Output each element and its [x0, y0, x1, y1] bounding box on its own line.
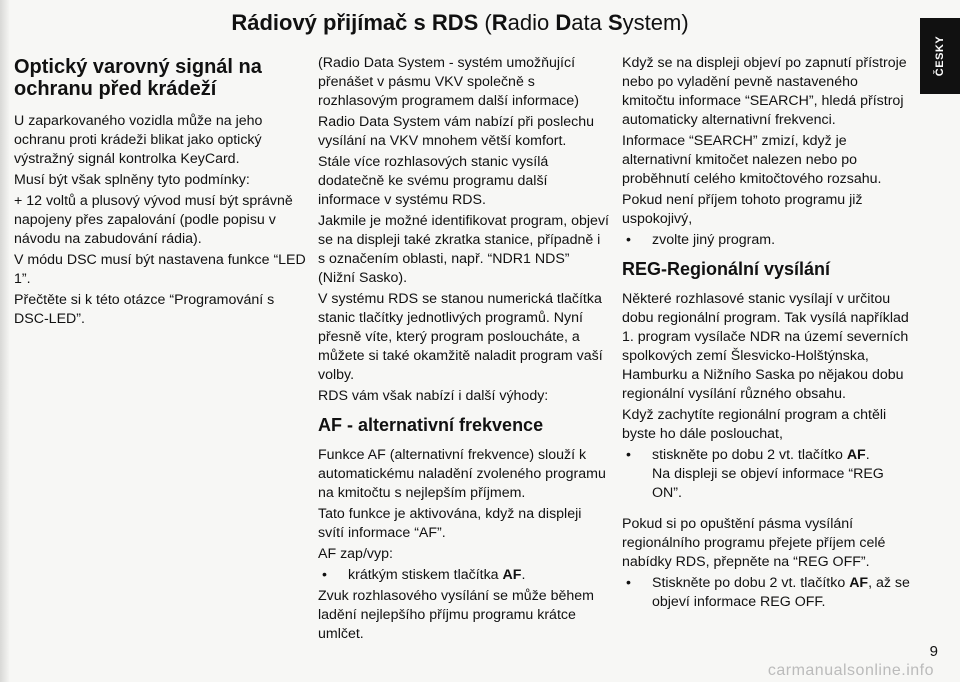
rds-paragraph: Jakmile je možné identifikovat program, objeví se na displeji také zkratka stanice, případně i s označením oblasti, např. “NDR1 NDS” (Nižní Sasko). — [318, 213, 609, 286]
page-edge-shadow — [0, 0, 10, 682]
af-paragraph: Funkce AF (alternativní frekvence) slouží k automatickému naladění zvoleného programu na kmitočtu s nejlepším příjmem. — [318, 447, 606, 501]
af-bullet-text: krátkým stiskem tlačítka AF. — [348, 567, 526, 583]
bullet-dot: • — [322, 567, 327, 583]
af-paragraph: Tato funkce je aktivována, když na displeji svítí informace “AF”. — [318, 506, 582, 541]
reg-on-bullet — [622, 446, 914, 503]
reg-paragraph: Některé rozhlasové stanic vysílají v určitou dobu regionální program. Tak vysílá například 1. program vysílače NDR na území severních spolkových zemí Šlesvicko-Holštýnska, Hamburku a Nižního Saska po nějakou dobu regionální vysílání různého obsahu. — [622, 291, 909, 402]
antitheft-paragraph: V módu DSC musí být nastavena funkce “LED 1”. — [14, 252, 306, 287]
column-antitheft — [14, 54, 308, 331]
bullet-dot: • — [626, 447, 631, 463]
search-paragraph: Když se na displeji objeví po zapnutí přístroje nebo po vyladění pevně nastaveného kmitočtu informace “SEARCH”, hledá přístroj automaticky alternativní frekvenci. — [622, 55, 907, 128]
page-title — [0, 10, 920, 36]
antitheft-paragraph: + 12 voltů a plusový vývod musí být správně napojeny přes zapalování (podle popisu v návodu na zabudování rádia). — [14, 193, 293, 247]
antitheft-paragraph: Musí být však splněny tyto podmínky: — [14, 172, 250, 188]
af-bullet — [318, 566, 610, 585]
column-search-reg — [622, 54, 914, 614]
reg-off-bullet-text: Stiskněte po dobu 2 vt. tlačítko AF, až se objeví informace REG OFF. — [652, 575, 910, 610]
title-letter-d: D — [555, 10, 572, 35]
reg-paragraph: Když zachytíte regionální program a chtěli byste ho dále poslouchat, — [622, 407, 887, 442]
antitheft-heading: Optický varovný signál na ochranu před krádeží — [14, 56, 262, 100]
title-letter-r: R — [491, 10, 508, 35]
rds-paragraph: V systému RDS se stanou numerická tlačítka stanic tlačítky jednotlivých programů. Nyní přesně víte, který program posloucháte, a můžete si také okamžitě naladit program vaší volby. — [318, 291, 603, 383]
title-word-ata: ata — [571, 10, 608, 35]
rds-paragraph: (Radio Data System - systém umožňující přenášet v pásmu VKV společně s rozhlasovým programem další informace) — [318, 55, 579, 109]
reg-on-bullet-text: stiskněte po dobu 2 vt. tlačítko AF. Na displeji se objeví informace “REG ON”. — [652, 447, 884, 501]
reg-off-bullet — [622, 574, 914, 612]
column-rds — [318, 54, 610, 646]
title-main: Rádiový přijímač s RDS — [231, 10, 479, 35]
title-letter-s: S — [607, 10, 623, 35]
reg-closing: Pokud si po opuštění pásma vysílání regionálního programu přejete příjem celé nabídky RDS, přepněte na “REG OFF”. — [622, 516, 886, 570]
language-tab-label: ČESKY — [934, 35, 946, 77]
reg-key-label: AF — [846, 447, 866, 463]
rds-paragraph: Stále více rozhlasových stanic vysílá dodatečně ke svému programu další informace v systému RDS. — [318, 154, 549, 208]
title-word-adio: adio — [507, 10, 556, 35]
search-bullet — [622, 231, 914, 250]
af-heading: AF - alternativní frekvence — [318, 415, 544, 435]
antitheft-paragraph: U zaparkovaného vozidla může na jeho ochranu proti krádeži blikat jako optický výstražný signál kontrolka KeyCard. — [14, 113, 263, 167]
af-closing: Zvuk rozhlasového vysílání se může během ladění nejlepšího příjmu programu krátce umlčet. — [318, 588, 594, 642]
antitheft-paragraph: Přečtěte si k této otázce “Programování s DSC-LED”. — [14, 292, 275, 327]
bullet-dot: • — [626, 232, 631, 248]
rds-paragraph: RDS vám však nabízí i další výhody: — [318, 388, 549, 404]
reg-off-key-label: AF — [849, 575, 869, 591]
title-word-ystem: ystem) — [622, 10, 689, 35]
af-paragraph: AF zap/vyp: — [318, 546, 393, 562]
reg-heading: REG-Regionální vysílání — [622, 259, 831, 279]
search-bullet-text: zvolte jiný program. — [652, 232, 776, 248]
search-paragraph: Informace “SEARCH” zmizí, když je alternativní kmitočet nalezen nebo po proběhnutí celého kmitočtového rozsahu. — [622, 133, 882, 187]
af-key-label: AF — [502, 567, 522, 583]
watermark: carmanualsonline.info — [767, 662, 934, 679]
language-tab — [920, 18, 960, 94]
bullet-dot: • — [626, 575, 631, 591]
search-paragraph: Pokud není příjem tohoto programu již uspokojivý, — [622, 192, 863, 227]
page-number: 9 — [929, 643, 938, 660]
title-open-paren: ( — [478, 10, 492, 35]
rds-paragraph: Radio Data System vám nabízí při poslechu vysílání na VKV mnohem větší komfort. — [318, 114, 594, 149]
